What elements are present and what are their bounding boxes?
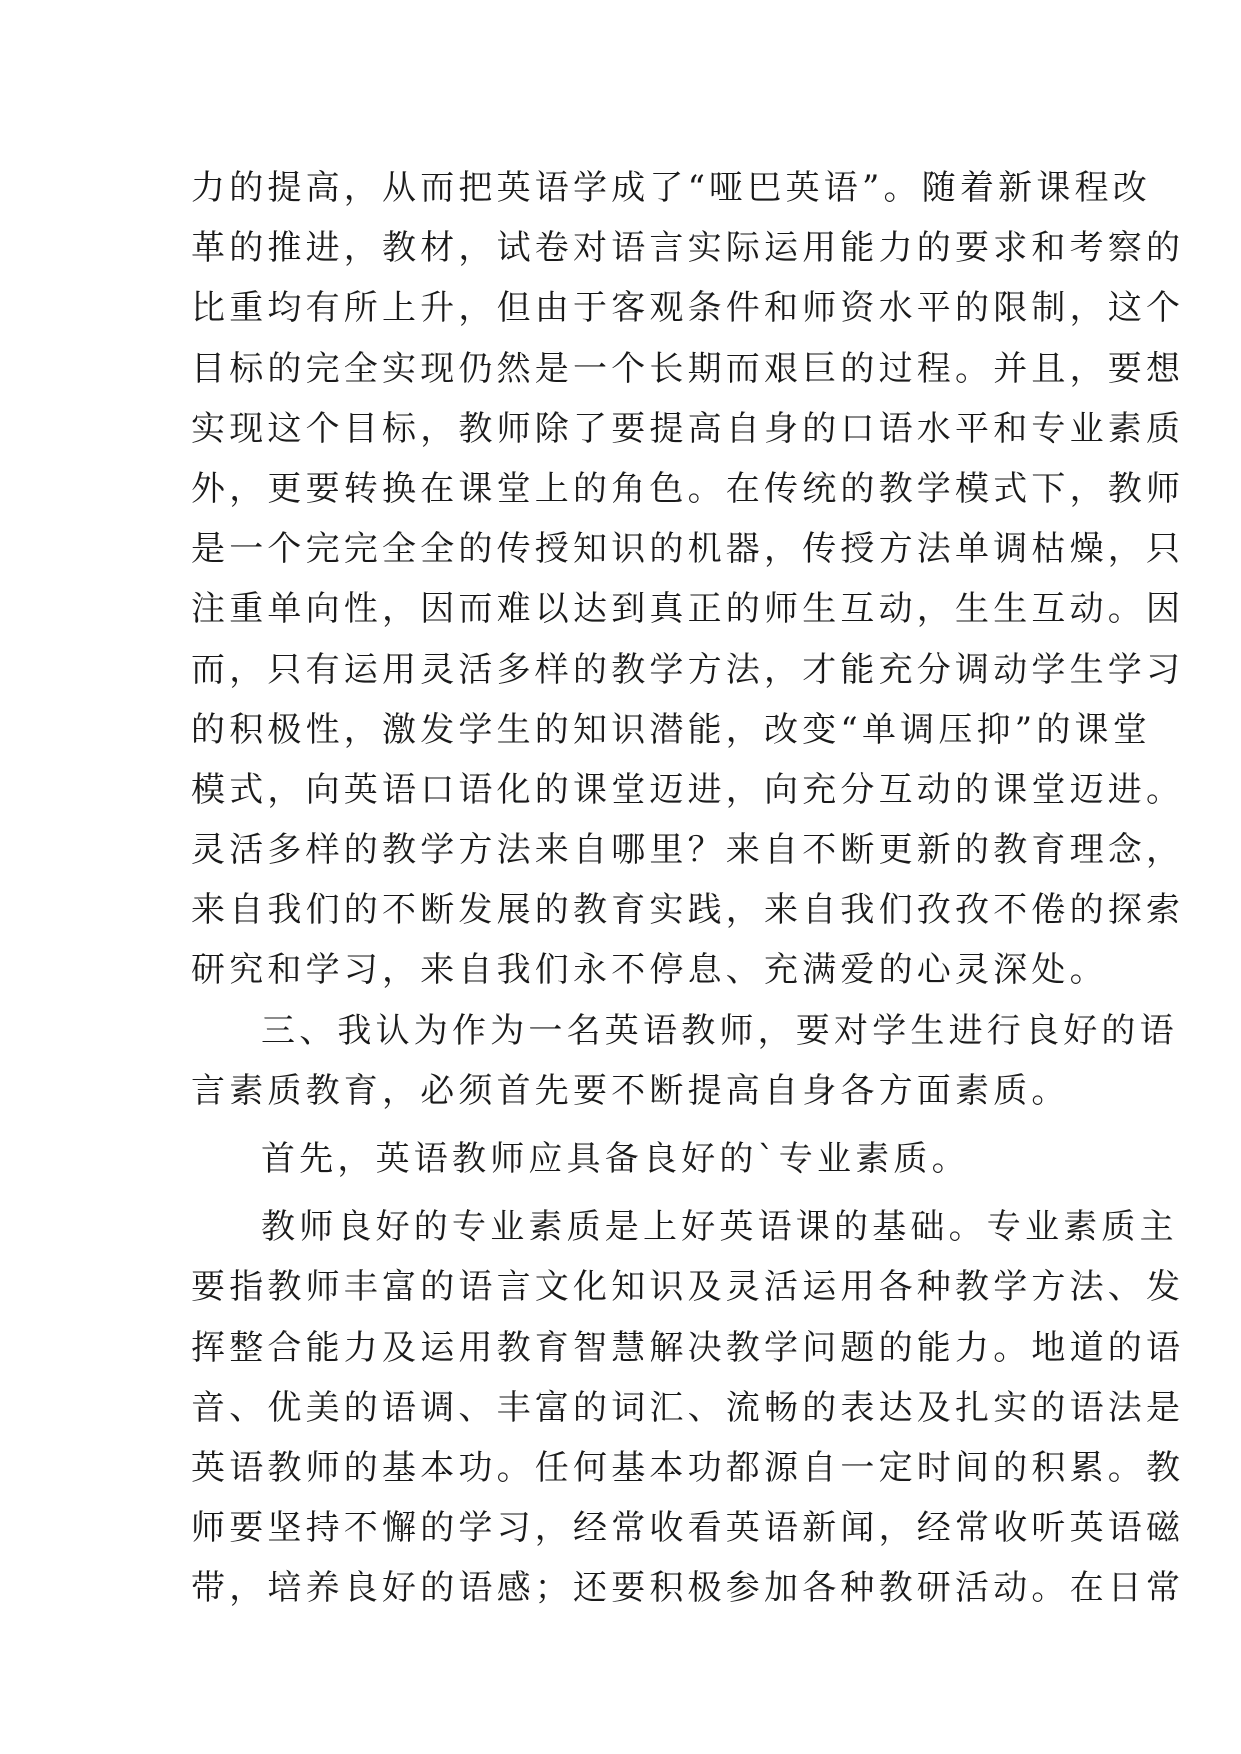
text-line: 是一个完完全全的传授知识的机器，传授方法单调枯燥，只 [191,529,1185,570]
text-line: 带，培养良好的语感；还要积极参加各种教研活动。在日常 [191,1568,1185,1609]
text-line: 目标的完全实现仍然是一个长期而艰巨的过程。并且，要想 [191,348,1185,389]
text-line: 比重均有所上升，但由于客观条件和师资水平的限制，这个 [191,288,1185,329]
text-line: 而，只有运用灵活多样的教学方法，才能充分调动学生学习 [191,649,1185,690]
text-line: 言素质教育，必须首先要不断提高自身各方面素质。 [191,1070,1070,1111]
paragraph-first-line: 教师良好的专业素质是上好英语课的基础。专业素质主 [261,1207,1178,1248]
text-line: 来自我们的不断发展的教育实践，来自我们孜孜不倦的探索 [191,890,1185,931]
text-line: 模式，向英语口语化的课堂迈进，向充分互动的课堂迈进。 [191,769,1185,810]
text-line: 注重单向性，因而难以达到真正的师生互动，生生互动。因 [191,589,1185,630]
text-line: 的积极性，激发学生的知识潜能，改变“单调压抑”的课堂 [191,709,1151,750]
text-line: 英语教师的基本功。任何基本功都源自一定时间的积累。教 [191,1447,1185,1488]
text-line: 音、优美的语调、丰富的词汇、流畅的表达及扎实的语法是 [191,1387,1185,1428]
text-line: 要指教师丰富的语言文化知识及灵活运用各种教学方法、发 [191,1267,1185,1308]
text-line: 实现这个目标，教师除了要提高自身的口语水平和专业素质 [191,408,1185,449]
paragraph-first-line: 三、我认为作为一名英语教师，要对学生进行良好的语 [261,1010,1178,1051]
text-line: 灵活多样的教学方法来自哪里？来自不断更新的教育理念， [191,830,1185,871]
text-line: 力的提高，从而把英语学成了“哑巴英语”。随着新课程改 [191,168,1151,208]
text-line: 挥整合能力及运用教育智慧解决教学问题的能力。地道的语 [191,1327,1185,1368]
text-line: 外，更要转换在课堂上的角色。在传统的教学模式下，教师 [191,468,1185,509]
text-line: 师要坚持不懈的学习，经常收看英语新闻，经常收听英语磁 [191,1508,1185,1549]
text-line: 研究和学习，来自我们永不停息、充满爱的心灵深处。 [191,950,1108,991]
paragraph-first-line: 首先，英语教师应具备良好的`专业素质。 [261,1139,970,1179]
document-body [191,158,1185,1619]
text-line: 革的推进，教材，试卷对语言实际运用能力的要求和考察的 [191,228,1185,269]
